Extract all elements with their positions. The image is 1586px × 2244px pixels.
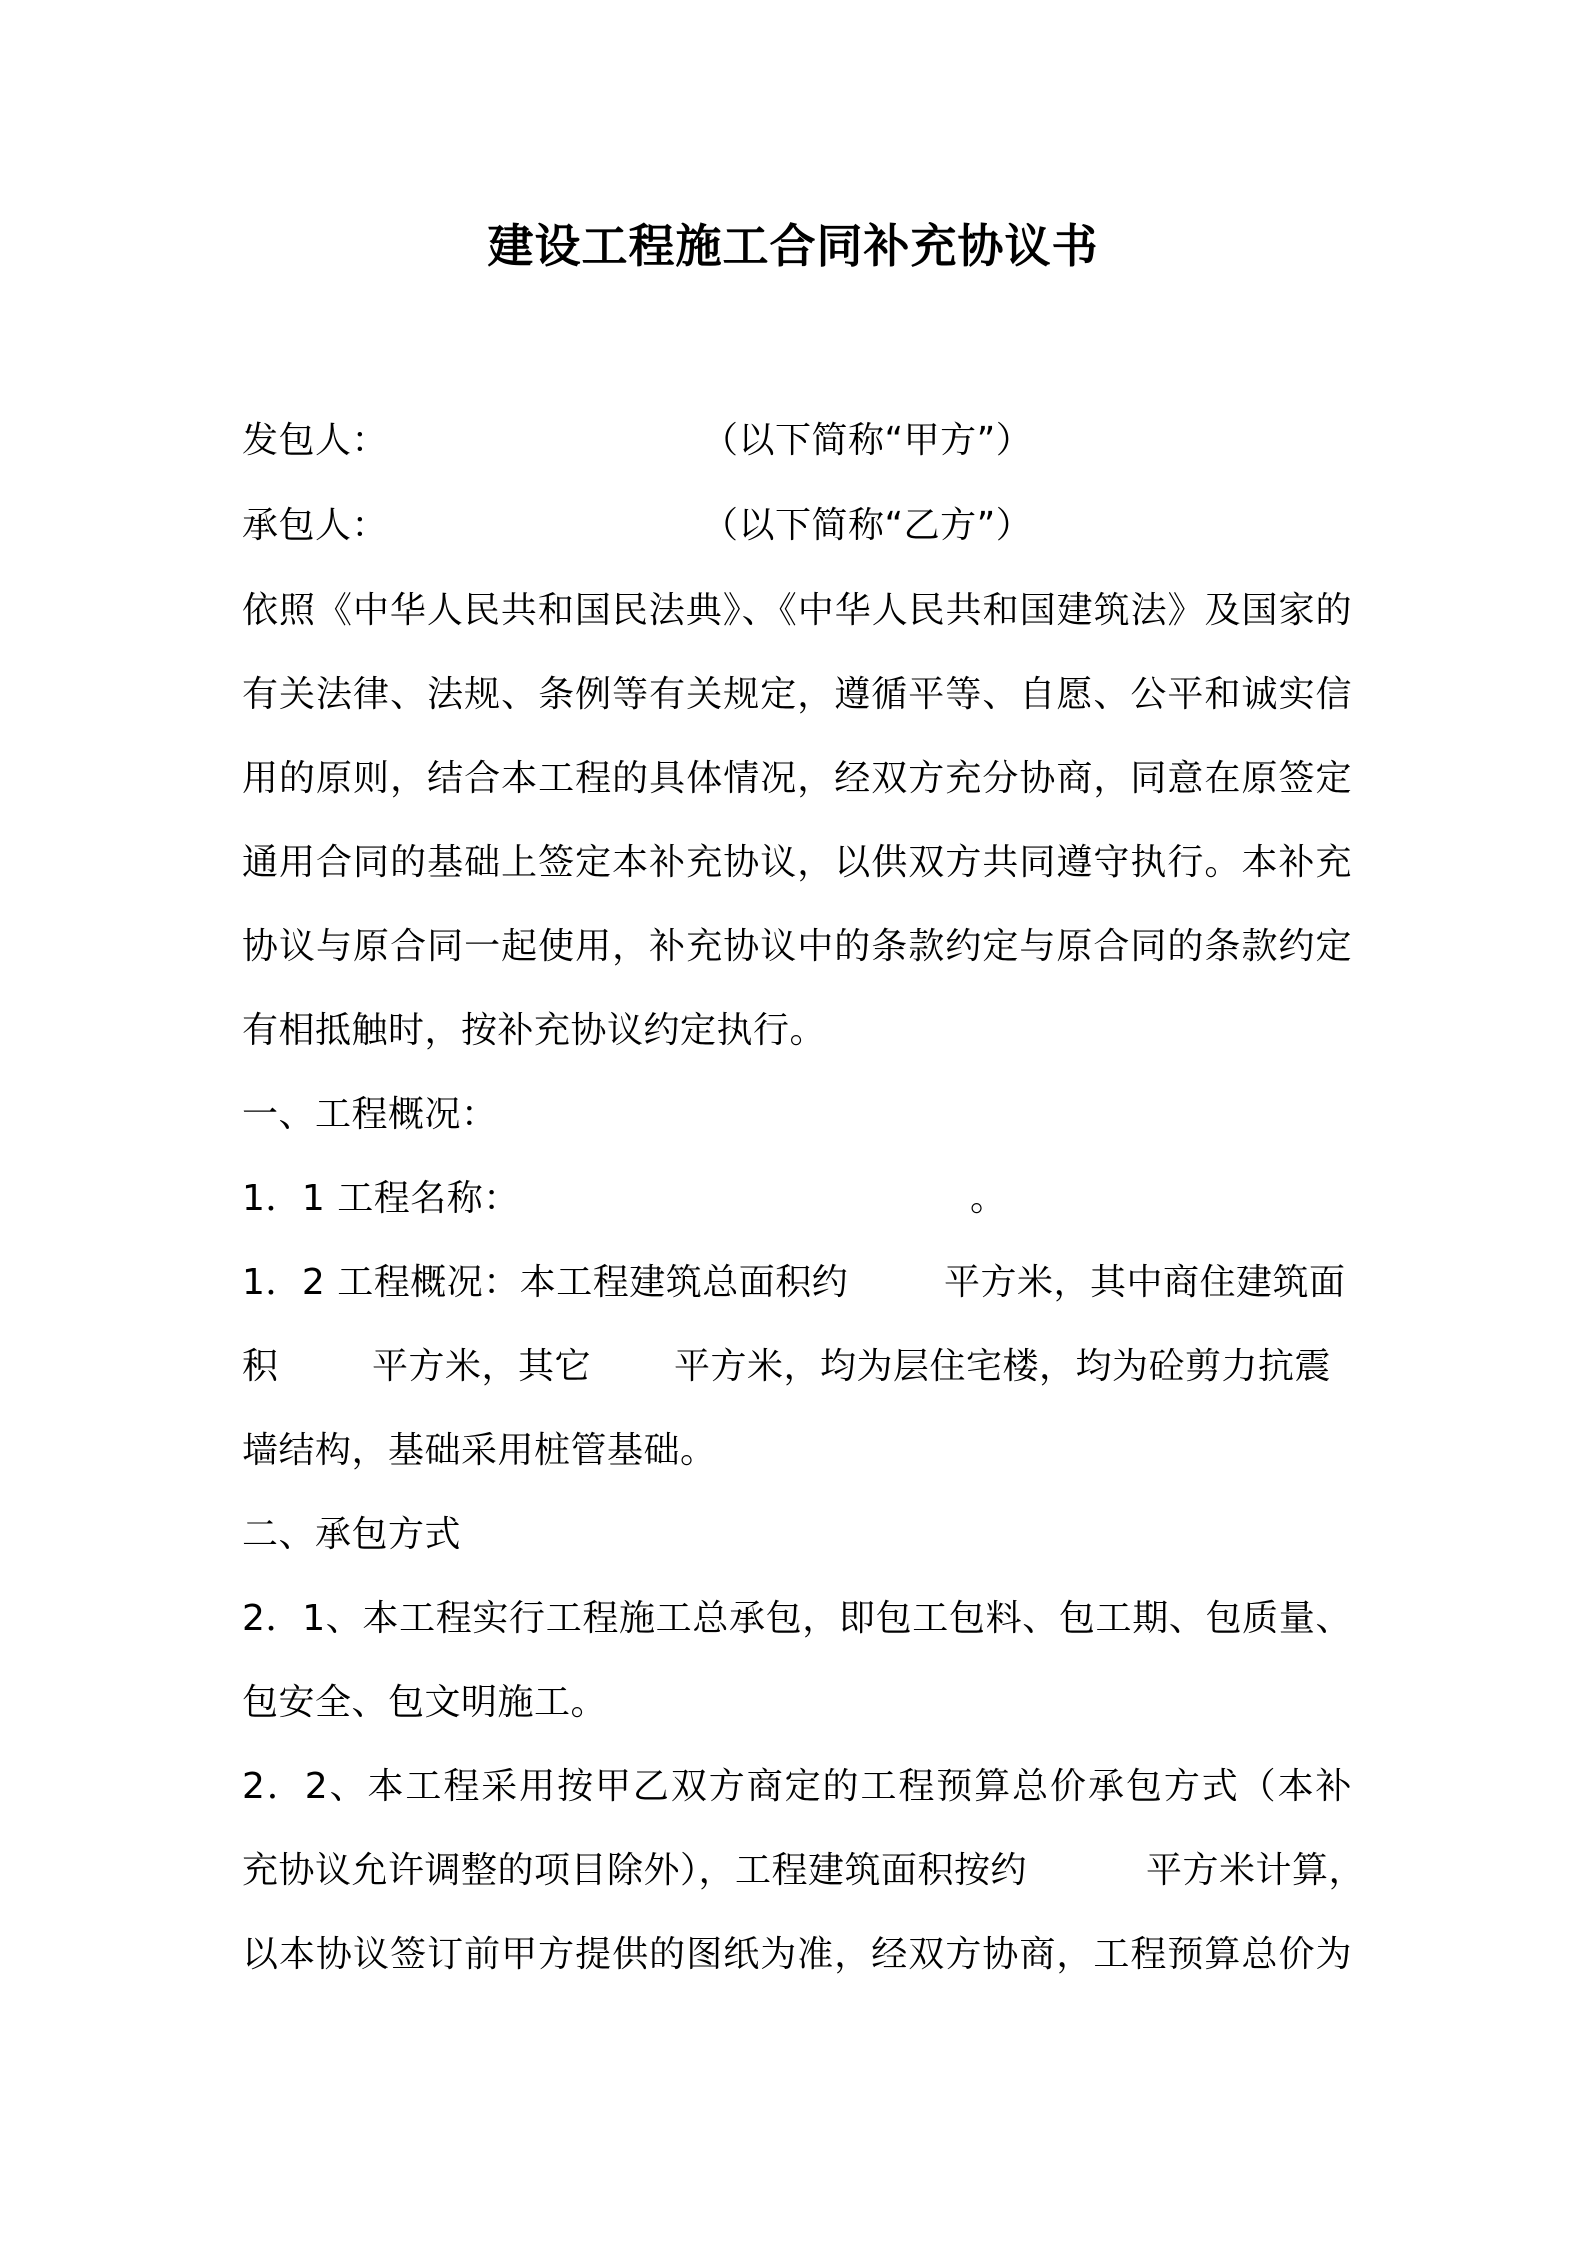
contract-mode-line: 包安全、包文明施工。 <box>242 1682 608 1723</box>
preamble-line: 有相抵触时，按补充协议约定执行。 <box>242 1010 827 1051</box>
overview-text-a: 1．2 工程概况：本工程建筑总面积约 <box>242 1262 849 1303</box>
contract-price-line: 2．2、本工程采用按甲乙双方商定的工程预算总价承包方式（本补 <box>242 1766 1352 1807</box>
overview-text-b: 平方米，其中商住建筑面 <box>944 1262 1346 1303</box>
project-name-end: 。 <box>970 1178 1007 1219</box>
employer-note: （以下简称“甲方”） <box>702 420 1033 461</box>
section2-heading: 二、承包方式 <box>242 1514 462 1555</box>
preamble-line: 协议与原合同一起使用，补充协议中的条款约定与原合同的条款约定 <box>242 926 1352 967</box>
preamble-line: 用的原则，结合本工程的具体情况，经双方充分协商，同意在原签定 <box>242 758 1352 799</box>
overview-text-e: 平方米，均为层住宅楼，均为砼剪力抗震 <box>674 1346 1332 1387</box>
preamble-line: 依照《中华人民共和国民法典》、《中华人民共和国建筑法》及国家的 <box>242 590 1352 631</box>
contractor-label: 承包人： <box>242 505 389 546</box>
contract-mode-line: 2．1、本工程实行工程施工总承包，即包工包料、包工期、包质量、 <box>242 1598 1352 1639</box>
preamble-line: 通用合同的基础上签定本补充协议，以供双方共同遵守执行。本补充 <box>242 842 1352 883</box>
section1-heading: 一、工程概况： <box>242 1094 498 1135</box>
overview-text-d: 平方米，其它 <box>372 1346 592 1387</box>
project-overview-line: 墙结构，基础采用桩管基础。 <box>242 1430 717 1471</box>
contract-price-line: 以本协议签订前甲方提供的图纸为准，经双方协商，工程预算总价为 <box>242 1934 1352 1975</box>
preamble-line: 有关法律、法规、条例等有关规定，遵循平等、自愿、公平和诚实信 <box>242 674 1352 715</box>
document-title: 建设工程施工合同补充协议书 <box>487 219 1099 273</box>
price-text-a: 充协议允许调整的项目除外），工程建筑面积按约 <box>242 1850 1028 1891</box>
employer-label: 发包人： <box>242 420 389 461</box>
contractor-note: （以下简称“乙方”） <box>702 505 1033 546</box>
price-text-b: 平方米计算， <box>1146 1850 1366 1891</box>
project-name-label: 1．1 工程名称： <box>242 1178 520 1219</box>
overview-text-c: 积 <box>242 1346 279 1387</box>
